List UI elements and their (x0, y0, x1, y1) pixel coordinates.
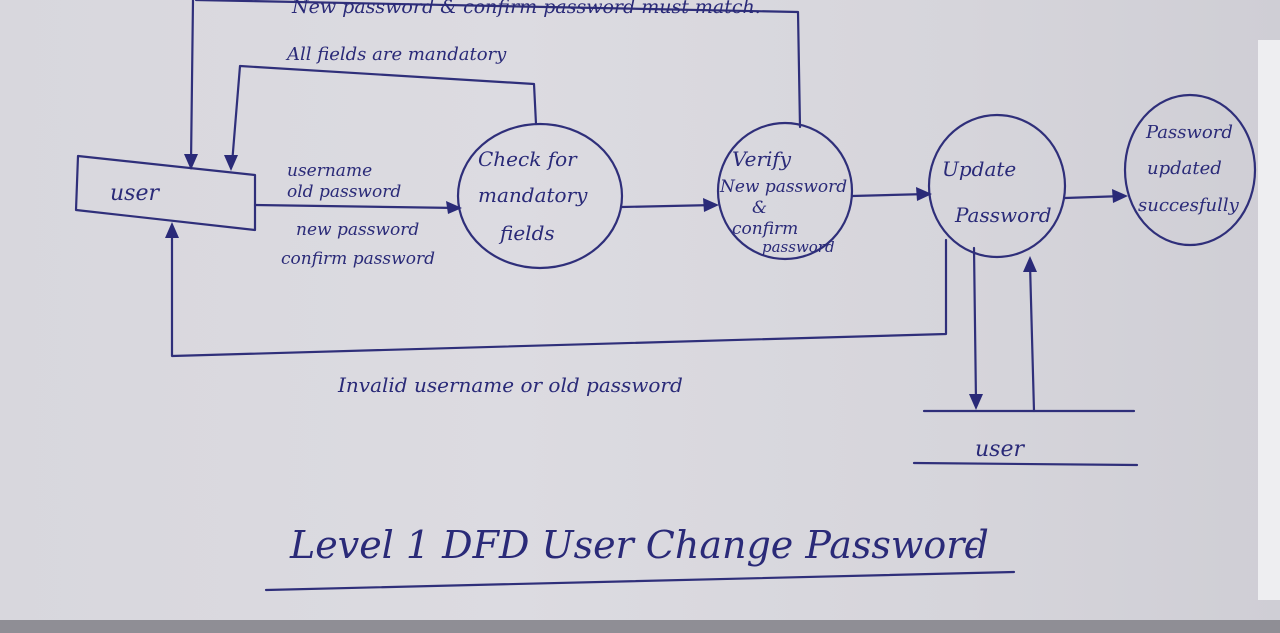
flow-input-old-password: old password (287, 182, 402, 202)
arrowhead-invalid (165, 222, 179, 238)
flow-invalid-label: Invalid username or old password (338, 373, 683, 397)
flow-mandatory-label: All fields are mandatory (287, 44, 507, 65)
arrowhead-verify (703, 198, 719, 212)
flow-input-confirm-password: confirm password (281, 249, 435, 269)
process-verify-line3: & (752, 198, 768, 218)
process-update-password (929, 115, 1065, 257)
process-check-line3: fields (500, 221, 555, 245)
arrowhead-mandatory (224, 155, 238, 171)
flow-user-to-check (255, 205, 458, 208)
flow-input-new-password: new password (296, 220, 420, 240)
process-check-line1: Check for (478, 147, 577, 171)
process-success-line2: updated (1147, 158, 1222, 179)
user-entity-box (76, 156, 255, 230)
process-success-line3: succesfully (1138, 195, 1239, 216)
flow-store-to-update (1030, 264, 1034, 411)
flow-input-username: username (287, 161, 373, 181)
user-entity-label: user (110, 181, 159, 206)
flow-check-to-verify (622, 205, 715, 207)
process-verify-line5: password (762, 238, 835, 256)
process-update-line2: Password (955, 203, 1052, 227)
arrowhead-store (969, 394, 983, 410)
title-underline (266, 572, 1014, 590)
process-update-line1: Update (942, 157, 1017, 181)
arrowhead-store-return (1023, 256, 1037, 272)
flow-mismatch-label: New password & confirm password must match. (292, 0, 761, 18)
process-success-line1: Password (1146, 122, 1233, 143)
process-verify-line2: New password (720, 177, 848, 197)
arrowhead-success (1112, 189, 1128, 203)
process-verify-line4: confirm (732, 219, 799, 239)
flow-update-to-store (974, 248, 976, 402)
datastore-bottom-line (914, 463, 1137, 465)
process-verify-line1: Verify (732, 147, 792, 171)
datastore-label: user (975, 437, 1024, 462)
process-check-line2: mandatory (478, 183, 588, 207)
diagram-title: Level 1 DFD User Change Password (290, 523, 989, 567)
